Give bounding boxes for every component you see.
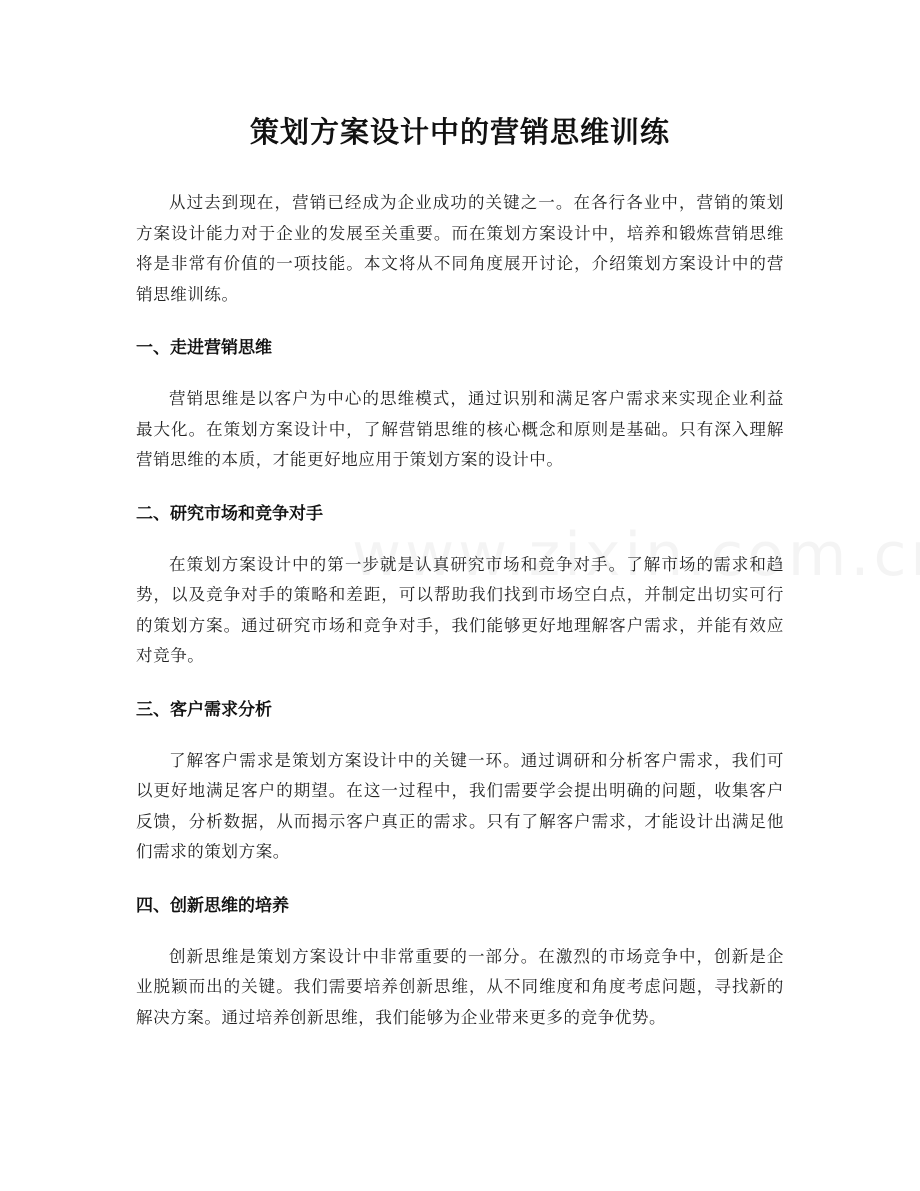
section-paragraph: 营销思维是以客户为中心的思维模式，通过识别和满足客户需求来实现企业利益最大化。在策划方案设计中，了解营销思维的核心概念和原则是基础。只有深入理解营销思维的本质，才能更好地应用于策划方案的设计中。 <box>136 389 784 469</box>
section-heading: 三、客户需求分析 <box>136 699 272 720</box>
section-4 <box>136 892 784 1034</box>
section-3 <box>136 696 784 868</box>
page-title: 策划方案设计中的营销思维训练 <box>249 115 670 149</box>
section-paragraph: 在策划方案设计中的第一步就是认真研究市场和竞争对手。了解市场的需求和趋势，以及竞争对手的策略和差距，可以帮助我们找到市场空白点，并制定出切实可行的策划方案。通过研究市场和竞争对手，我们能够更好地理解客户需求，并能有效应对竞争。 <box>136 554 784 665</box>
section-paragraph: 了解客户需求是策划方案设计中的关键一环。通过调研和分析客户需求，我们可以更好地满足客户的期望。在这一过程中，我们需要学会提出明确的问题，收集客户反馈，分析数据，从而揭示客户真正的需求。只有了解客户需求，才能设计出满足他们需求的策划方案。 <box>136 750 784 861</box>
section-paragraph: 创新思维是策划方案设计中非常重要的一部分。在激烈的市场竞争中，创新是企业脱颖而出的关键。我们需要培养创新思维，从不同维度和角度考虑问题，寻找新的解决方案。通过培养创新思维，我们能够为企业带来更多的竞争优势。 <box>136 946 784 1027</box>
section-heading: 一、走进营销思维 <box>136 338 272 358</box>
section-heading: 四、创新思维的培养 <box>136 895 289 916</box>
section-2 <box>136 500 784 672</box>
section-1 <box>136 334 784 476</box>
section-heading: 二、研究市场和竞争对手 <box>136 503 323 524</box>
intro-paragraph: 从过去到现在，营销已经成为企业成功的关键之一。在各行各业中，营销的策划方案设计能力对于企业的发展至关重要。而在策划方案设计中，培养和锻炼营销思维将是非常有价值的一项技能。本文将从不同角度展开讨论，介绍策划方案设计中的营销思维训练。 <box>136 193 784 304</box>
